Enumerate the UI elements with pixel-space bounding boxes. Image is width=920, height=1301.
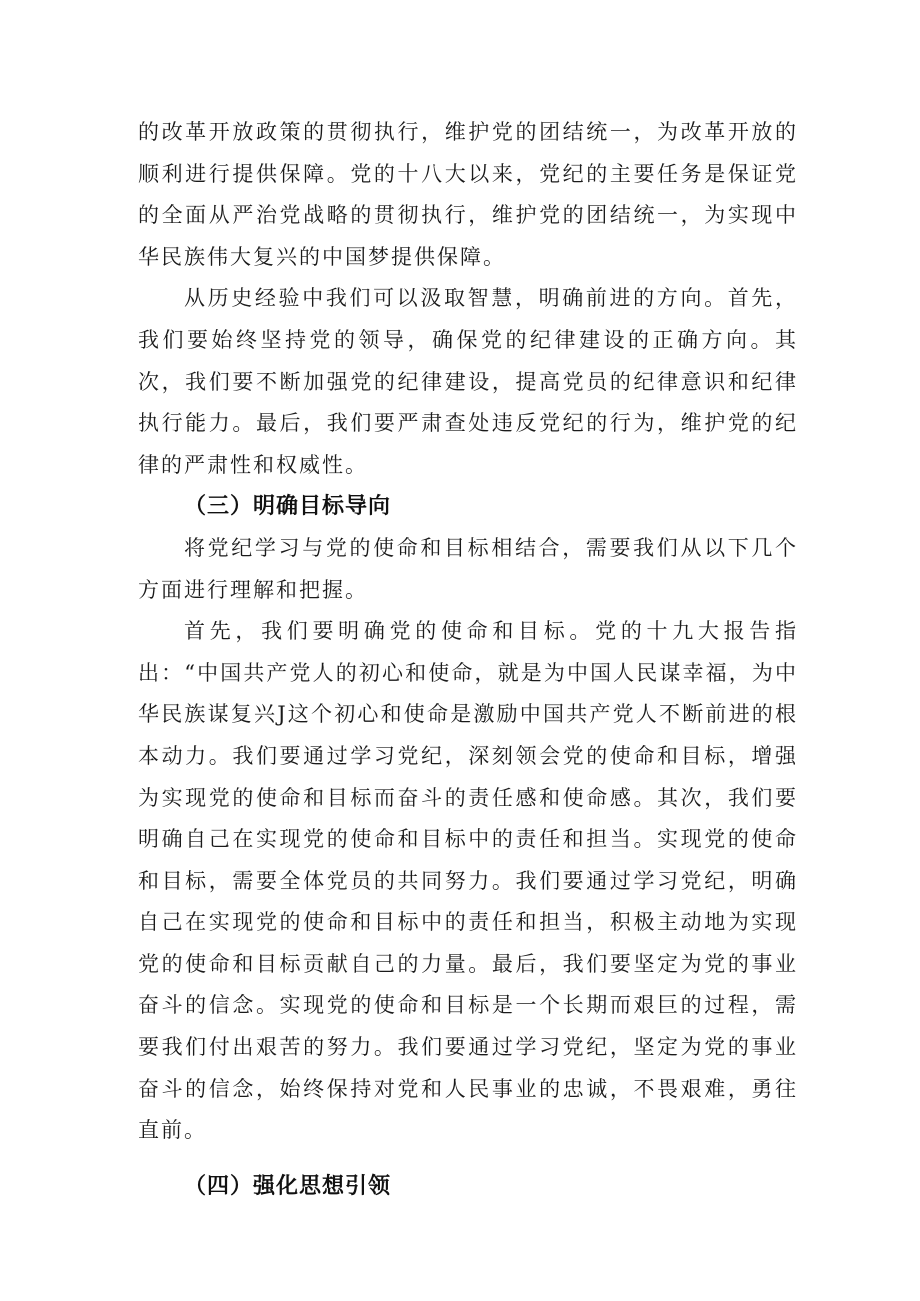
paragraph-history-lessons: 从历史经验中我们可以汲取智慧，明确前进的方向。首先，我们要始终坚持党的领导，确保党的纪律建设的正确方向。其次，我们要不断加强党的纪律建设，提高党员的纪律意识和纪律执行能力。最后，我们要严肃查处违反党纪的行为，维护党的纪律的严肃性和权威性。 (138, 286, 798, 477)
paragraph-goal-intro: 将党纪学习与党的使命和目标相结合，需要我们从以下几个方面进行理解和把握。 (138, 535, 798, 602)
section-heading-4: （四）强化思想引领 (184, 1173, 392, 1199)
paragraph-mission-goals: 首先，我们要明确党的使命和目标。党的十九大报告指出：“中国共产党人的初心和使命，就是为中国人民谋幸福，为中华民族谋复兴J这个初心和使命是激励中国共产党人不断前进的根本动力。我们要通过学习党纪，深刻领会党的使命和目标，增强为实现党的使命和目标而奋斗的责任感和使命感。其次，我们要明确自己在实现党的使命和目标中的责任和担当。实现党的使命和目标，需要全体党员的共同努力。我们要通过学习党纪，明确自己在实现党的使命和目标中的责任和担当，积极主动地为实现党的使命和目标贡献自己的力量。最后，我们要坚定为党的事业奋斗的信念。实现党的使命和目标是一个长期而艰巨的过程，需要我们付出艰苦的努力。我们要通过学习党纪，坚定为党的事业奋斗的信念，始终保持对党和人民事业的忠诚，不畏艰难，勇往直前。 (138, 619, 798, 1143)
document-body (138, 112, 798, 1207)
section-heading-3: （三）明确目标导向 (184, 494, 392, 520)
paragraph-continuation: 的改革开放政策的贯彻执行，维护党的团结统一，为改革开放的顺利进行提供保障。党的十八大以来，党纪的主要任务是保证党的全面从严治党战略的贯彻执行，维护党的团结统一，为实现中华民族伟大复兴的中国梦提供保障。 (138, 120, 798, 269)
